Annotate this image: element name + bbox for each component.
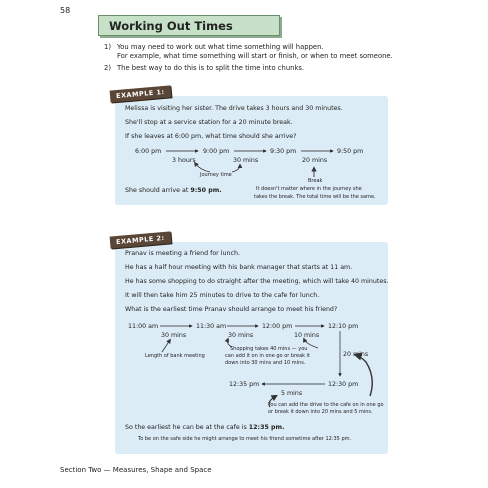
ex2-shop-note-2: can add it on in one go or break it: [225, 353, 310, 359]
ex2-duration-1: 30 mins: [161, 332, 187, 339]
example-2-answer: So the earliest he can be at the cafe is 12:35 pm.: [125, 424, 285, 431]
ex1-duration-2: 30 mins: [233, 157, 259, 164]
ex1-note-line-2: takes the break. The total time will be the same.: [254, 194, 376, 200]
point-1-text-cont: For example, what time something will start or finish, or when to meet someone.: [117, 52, 393, 60]
ex2-footnote: To be on the safe side he might arrange to meet his friend sometime after 12:35 pm.: [138, 436, 352, 442]
point-2-number: 2): [104, 64, 111, 72]
ex2-drive-note-1: You can add the drive to the cafe on in one go: [268, 402, 384, 408]
point-1-text: You may need to work out what time something will happen.: [117, 43, 324, 51]
ex1-duration-1: 3 hours: [172, 157, 196, 164]
example-2-line-3: He has some shopping to do straight after the meeting, which will take 40 minutes.: [125, 278, 389, 285]
example-1-line-1: Melissa is visiting her sister. The drive takes 3 hours and 30 minutes.: [125, 105, 343, 112]
ex2-duration-3: 10 mins: [294, 332, 320, 339]
example-2-answer-value: 12:35 pm.: [248, 424, 285, 431]
ex2-shop-note-3: down into 30 mins and 10 mins.: [225, 360, 306, 366]
ex2-time-3: 12:00 pm: [262, 323, 293, 330]
example-1-line-2: She'll stop at a service station for a 20 minute break.: [125, 119, 293, 126]
ex1-break-label: Break: [308, 178, 323, 184]
example-1-tag: EXAMPLE 1:: [110, 85, 172, 102]
ex2-shop-note-1: Shopping takes 40 mins — you: [230, 346, 308, 352]
ex1-time-2: 9:00 pm: [203, 148, 230, 155]
example-2-line-5: What is the earliest time Pranav should arrange to meet his friend?: [125, 306, 338, 313]
ex1-journey-time-label: Journey time: [200, 172, 232, 178]
example-2-tag: EXAMPLE 2:: [110, 231, 172, 248]
ex2-time-5: 12:30 pm: [328, 381, 359, 388]
example-2-line-1: Pranav is meeting a friend for lunch.: [125, 250, 240, 257]
page-number: 58: [60, 6, 71, 15]
ex1-time-1: 6:00 pm: [135, 148, 162, 155]
ex1-time-4: 9:50 pm: [337, 148, 364, 155]
example-2-line-2: He has a half hour meeting with his bank manager that starts at 11 am.: [125, 264, 353, 271]
ex2-bank-note: Length of bank meeting: [145, 353, 205, 359]
ex2-time-1: 11:00 am: [128, 323, 159, 330]
section-header: Working Out Times: [98, 15, 280, 36]
point-2-text: The best way to do this is to split the time into chunks.: [117, 64, 305, 72]
example-1-answer: She should arrive at 9:50 pm.: [125, 187, 222, 194]
point-1-number: 1): [104, 43, 111, 51]
ex2-drive-note-2: or break it down into 20 mins and 5 mins.: [268, 409, 373, 415]
page-footer: Section Two — Measures, Shape and Space: [60, 466, 212, 474]
ex1-note-line-1: It doesn't matter where in the journey she: [256, 186, 362, 192]
example-1-line-3: If she leaves at 6:00 pm, what time should she arrive?: [125, 133, 297, 140]
ex1-time-3: 9:30 pm: [270, 148, 297, 155]
ex2-time-6: 12:35 pm: [229, 381, 260, 388]
ex2-time-2: 11:30 am: [196, 323, 227, 330]
example-2-line-4: It will then take him 25 minutes to drive to the cafe for lunch.: [125, 292, 320, 299]
ex2-duration-4: 20 mins: [343, 351, 369, 358]
ex2-time-4: 12:10 pm: [328, 323, 359, 330]
ex2-duration-2: 30 mins: [228, 332, 254, 339]
ex1-duration-3: 20 mins: [302, 157, 328, 164]
ex2-duration-5: 5 mins: [281, 390, 303, 397]
example-1-answer-value: 9:50 pm.: [190, 187, 222, 194]
